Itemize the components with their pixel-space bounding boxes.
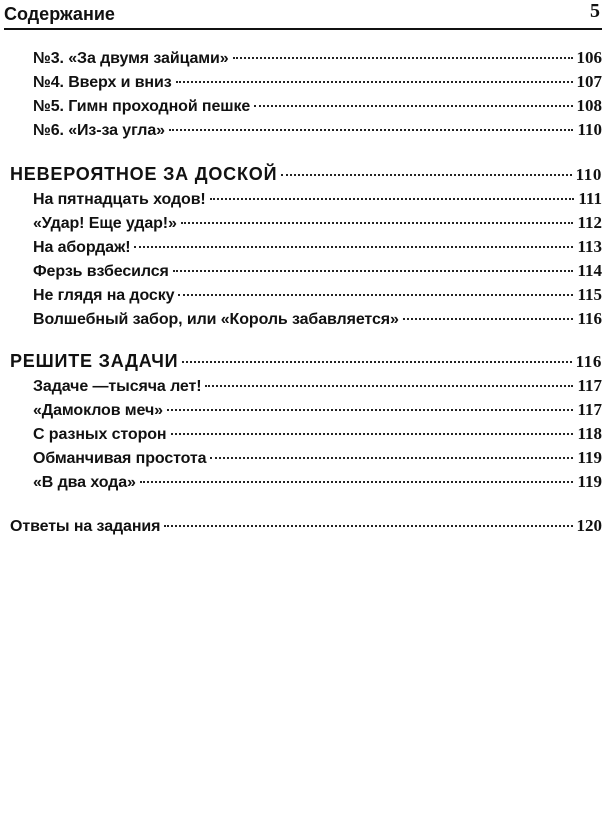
toc-entry[interactable] xyxy=(33,237,602,261)
toc-entry-page: 118 xyxy=(577,424,602,443)
toc-entry[interactable] xyxy=(33,400,602,424)
toc-entry-page: 117 xyxy=(577,376,602,395)
toc-entry-title: Не глядя на доску xyxy=(33,287,175,304)
leader-dots xyxy=(178,294,573,296)
toc-entry-title: Ответы на задания xyxy=(10,518,161,535)
leader-dots xyxy=(167,409,574,411)
toc-entry-title: «Удар! Еще удар!» xyxy=(33,215,177,232)
toc-entry-page: 108 xyxy=(576,96,602,115)
toc-entry[interactable] xyxy=(33,376,602,400)
leader-dots xyxy=(173,270,574,272)
leader-dots xyxy=(233,57,573,59)
toc-entry[interactable] xyxy=(33,48,602,72)
toc-entry[interactable] xyxy=(33,472,602,496)
toc-entry[interactable] xyxy=(33,72,602,96)
leader-dots xyxy=(164,525,572,527)
page-header xyxy=(4,0,602,30)
toc-section[interactable] xyxy=(10,351,602,375)
toc-entry-title: №3. «За двумя зайцами» xyxy=(33,50,229,67)
toc-section-page: 110 xyxy=(575,165,602,184)
toc-entry-page: 119 xyxy=(577,472,602,491)
toc-entry-page: 106 xyxy=(576,48,602,67)
toc-entry-title: №6. «Из-за угла» xyxy=(33,122,165,139)
toc-entry-title: Волшебный забор, или «Король забавляется» xyxy=(33,311,399,328)
toc-entry[interactable] xyxy=(33,424,602,448)
toc-entry-page: 116 xyxy=(577,309,602,328)
toc-entry-title: Ферзь взбесился xyxy=(33,263,169,280)
toc-entry-page: 110 xyxy=(577,120,602,139)
toc-entry-title: «В два хода» xyxy=(33,474,136,491)
toc-entry[interactable] xyxy=(33,189,602,213)
toc-entry-page: 107 xyxy=(576,72,602,91)
page-number: 5 xyxy=(590,0,600,22)
toc-entry-title: №5. Гимн проходной пешке xyxy=(33,98,251,115)
toc-entry-answers[interactable] xyxy=(10,516,602,540)
toc-entry[interactable] xyxy=(33,120,602,144)
leader-dots xyxy=(176,81,573,83)
toc-entry-title: №4. Вверх и вниз xyxy=(33,74,172,91)
leader-dots xyxy=(210,198,575,200)
toc-entry-page: 112 xyxy=(577,213,602,232)
toc-entry-page: 120 xyxy=(576,516,602,535)
leader-dots xyxy=(403,318,574,320)
toc-entry-page: 119 xyxy=(577,448,602,467)
leader-dots xyxy=(140,481,574,483)
toc-entry-page: 114 xyxy=(577,261,602,280)
toc-entry-page: 113 xyxy=(577,237,602,256)
toc-entry-title: Задаче —тысяча лет! xyxy=(33,378,202,395)
toc-entry-title: Обманчивая простота xyxy=(33,450,207,467)
toc-entry-title: На пятнадцать ходов! xyxy=(33,191,206,208)
toc-entry-title: На абордаж! xyxy=(33,239,131,256)
toc-entry-page: 115 xyxy=(577,285,602,304)
toc-entry[interactable] xyxy=(33,309,602,333)
leader-dots xyxy=(210,457,573,459)
toc-section[interactable] xyxy=(10,164,602,188)
leader-dots xyxy=(181,222,574,224)
leader-dots xyxy=(182,361,571,363)
toc-entry[interactable] xyxy=(33,261,602,285)
toc-entry[interactable] xyxy=(33,213,602,237)
toc-entry[interactable] xyxy=(33,285,602,309)
leader-dots xyxy=(171,433,574,435)
toc-entry[interactable] xyxy=(33,448,602,472)
leader-dots xyxy=(169,129,574,131)
leader-dots xyxy=(205,385,573,387)
leader-dots xyxy=(134,246,573,248)
toc-section-title: НЕВЕРОЯТНОЕ ЗА ДОСКОЙ xyxy=(10,164,278,184)
toc-section-title: РЕШИТЕ ЗАДАЧИ xyxy=(10,351,179,371)
toc-entry-page: 117 xyxy=(577,400,602,419)
leader-dots xyxy=(281,174,571,176)
toc-section-page: 116 xyxy=(575,352,602,371)
toc-entry-title: С разных сторон xyxy=(33,426,167,443)
toc-entry[interactable] xyxy=(33,96,602,120)
toc-entry-title: «Дамоклов меч» xyxy=(33,402,163,419)
running-title: Содержание xyxy=(4,4,115,24)
leader-dots xyxy=(254,105,572,107)
toc-entry-page: 111 xyxy=(578,189,602,208)
